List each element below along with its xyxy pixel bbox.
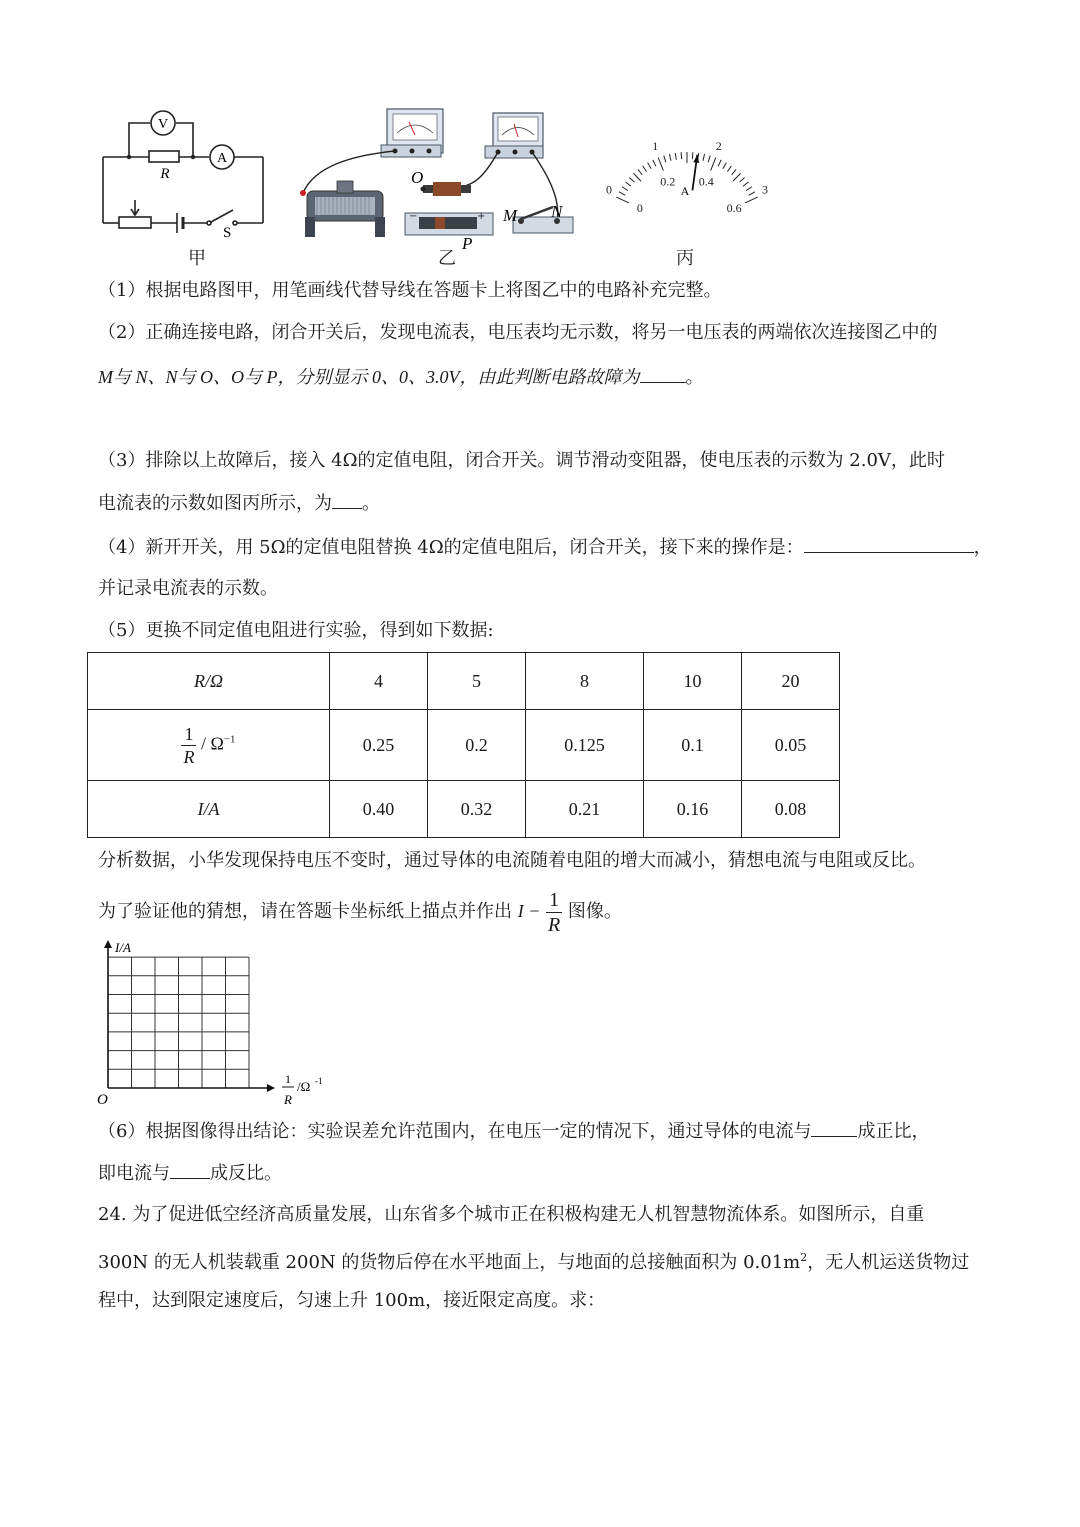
figure-yi-caption: 乙 bbox=[438, 248, 456, 269]
table-cell: 20 bbox=[742, 653, 840, 710]
answer-blank-operation[interactable] bbox=[804, 536, 974, 553]
table-cell: 4 bbox=[330, 653, 428, 710]
table-row-current bbox=[88, 781, 840, 838]
answer-blank-inverse[interactable] bbox=[170, 1162, 210, 1179]
data-table bbox=[87, 652, 840, 838]
point-m-label: M bbox=[503, 206, 518, 225]
table-header-i: I/A bbox=[88, 781, 330, 838]
dial-top-1: 1 bbox=[652, 139, 659, 154]
formula-i: I − bbox=[517, 901, 541, 921]
dial-top-0: 0 bbox=[606, 182, 613, 197]
dial-tick bbox=[643, 166, 647, 172]
y-axis-arrow bbox=[104, 940, 112, 948]
dial-top-2: 2 bbox=[715, 139, 722, 154]
table-cell: 0.2 bbox=[428, 710, 526, 781]
question-2-line-2: M与 N、N与 O、O与 P，分别显示 0、0、3.0V，由此判断电路故障为 。 bbox=[98, 367, 704, 388]
dial-tick bbox=[622, 187, 628, 191]
dial-tick bbox=[664, 156, 666, 163]
dial-tick bbox=[749, 192, 755, 195]
dial-bottom-1: 0.2 bbox=[660, 174, 676, 189]
dial-tick bbox=[629, 177, 634, 182]
question-24-line-3: 程中，达到限定速度后，匀速上升 100m，接近限定高度。求： bbox=[98, 1290, 606, 1311]
dial-tick bbox=[675, 153, 676, 160]
question-1: （1）根据电路图甲，用笔画线代替导线在答题卡上将图乙中的电路补充完整。 bbox=[98, 280, 722, 301]
table-header-r: R/Ω bbox=[88, 653, 330, 710]
dial-tick bbox=[711, 158, 716, 171]
dial-tick bbox=[626, 182, 632, 186]
dial-tick bbox=[669, 154, 671, 161]
question-6-line-2: 即电流与 成反比。 bbox=[98, 1163, 282, 1184]
table-cell: 0.16 bbox=[644, 781, 742, 838]
switch-label: S bbox=[223, 225, 232, 240]
dial-tick bbox=[727, 166, 731, 172]
table-cell: 8 bbox=[526, 653, 644, 710]
table-cell: 0.40 bbox=[330, 781, 428, 838]
x-axis-label-unit: /Ω bbox=[297, 1079, 311, 1094]
figure-jia-caption: 甲 bbox=[188, 248, 206, 269]
table-cell: 0.21 bbox=[526, 781, 644, 838]
question-3-line-2: 电流表的示数如图丙所示，为 。 bbox=[98, 493, 380, 514]
dial-tick bbox=[616, 197, 629, 203]
table-header-inverse-r: $\frac{1}{R}$ / $\Omega^{-1}$ bbox=[88, 710, 330, 781]
dial-tick bbox=[658, 158, 663, 171]
question-5: （5）更换不同定值电阻进行实验，得到如下数据: bbox=[98, 620, 494, 641]
point-p-label: P bbox=[462, 234, 473, 250]
dial-tick bbox=[708, 156, 710, 163]
dial-bottom-0: 0 bbox=[636, 201, 643, 216]
voltmeter-symbol: V bbox=[157, 117, 169, 132]
answer-blank-current[interactable] bbox=[332, 492, 362, 509]
point-o-label: O bbox=[411, 168, 424, 187]
table-cell: 10 bbox=[644, 653, 742, 710]
answer-blank-fault[interactable] bbox=[640, 366, 686, 383]
analysis-line-2: 为了验证他的猜想，请在答题卡坐标纸上描点并作出 I − $\frac{1}{R}$ 图像。 bbox=[98, 888, 622, 936]
question-3-line-1: （3）排除以上故障后，接入 4Ω的定值电阻，闭合开关。调节滑动变阻器，使电压表的示数为 2.0V，此时 bbox=[98, 450, 945, 471]
dial-tick bbox=[746, 187, 752, 191]
dial-tick bbox=[692, 152, 693, 159]
y-axis-label: I/A bbox=[115, 940, 131, 955]
dial-tick bbox=[718, 160, 721, 166]
battery bbox=[405, 211, 493, 235]
figure-bing-caption: 丙 bbox=[676, 248, 694, 269]
dial-tick bbox=[648, 163, 652, 169]
dial-tick bbox=[653, 160, 656, 166]
table-cell: 0.32 bbox=[428, 781, 526, 838]
question-6-line-1: （6）根据图像得出结论：实验误差允许范围内，在电压一定的情况下，通过导体的电流与 成正比， bbox=[98, 1121, 930, 1142]
fixed-resistor bbox=[421, 182, 472, 196]
knife-switch bbox=[513, 207, 573, 233]
question-4-line-2: 并记录电流表的示数。 bbox=[98, 578, 278, 599]
x-axis-label-exp: -1 bbox=[315, 1076, 323, 1086]
x-axis-label-num: 1 bbox=[285, 1072, 291, 1086]
point-n-label: N bbox=[551, 202, 563, 221]
x-axis-label-den: R bbox=[284, 1092, 292, 1107]
resistor-label: R bbox=[160, 166, 170, 182]
analysis-line-1: 分析数据，小华发现保持电压不变时，通过导体的电流随着电阻的增大而减小，猜想电流与电阻或反比。 bbox=[98, 850, 926, 871]
voltmeter-box bbox=[381, 109, 443, 157]
circuit-diagram-jia bbox=[95, 105, 275, 240]
x-axis-arrow bbox=[267, 1084, 275, 1092]
dial-tick bbox=[703, 154, 705, 161]
table-cell: 0.05 bbox=[742, 710, 840, 781]
table-row-resistance bbox=[88, 653, 840, 710]
ammeter-dial-bing bbox=[595, 120, 780, 220]
question-2-text: M与 N、N与 O、O与 P，分别显示 0、0、3.0V，由此判断电路故障为 bbox=[98, 367, 640, 387]
dial-tick bbox=[723, 163, 727, 169]
question-24-line-1: 24. 为了促进低空经济高质量发展，山东省多个城市正在积极构建无人机智慧物流体系。如图所示，自重 bbox=[98, 1204, 925, 1225]
rheostat bbox=[300, 181, 385, 237]
dial-tick bbox=[638, 169, 642, 174]
question-2-line-1: （2）正确连接电路，闭合开关后，发现电流表，电压表均无示数，将另一电压表的两端依次连接图乙中的 bbox=[98, 322, 938, 343]
dial-bottom-3: 0.6 bbox=[726, 201, 742, 216]
origin-label: O bbox=[97, 1092, 108, 1108]
answer-graph-grid[interactable] bbox=[95, 938, 335, 1108]
dial-unit: A bbox=[680, 184, 690, 198]
ammeter-symbol: A bbox=[216, 151, 228, 166]
ammeter-box bbox=[485, 113, 543, 158]
question-4-line-1: （4）新开开关，用 5Ω的定值电阻替换 4Ω的定值电阻后，闭合开关，接下来的操作是： ， bbox=[98, 537, 992, 558]
dial-tick bbox=[681, 152, 682, 159]
apparatus-drawing-yi bbox=[295, 105, 585, 250]
answer-blank-proportional[interactable] bbox=[811, 1120, 857, 1137]
svg-text:+: + bbox=[477, 211, 486, 222]
svg-text:−: − bbox=[409, 211, 418, 222]
table-cell: 0.125 bbox=[526, 710, 644, 781]
dial-tick bbox=[633, 173, 641, 181]
dial-top-3: 3 bbox=[761, 182, 768, 197]
table-row-inverse-r bbox=[88, 710, 840, 781]
dial-tick bbox=[743, 182, 749, 186]
dial-tick bbox=[739, 177, 744, 182]
table-cell: 0.08 bbox=[742, 781, 840, 838]
table-cell: 5 bbox=[428, 653, 526, 710]
dial-tick bbox=[732, 169, 736, 174]
dial-tick bbox=[733, 173, 741, 181]
dial-tick bbox=[619, 192, 625, 195]
table-cell: 0.1 bbox=[644, 710, 742, 781]
dial-bottom-2: 0.4 bbox=[698, 174, 714, 189]
question-24-line-2: 300N 的无人机装载重 200N 的货物后停在水平地面上，与地面的总接触面积为 $0.01m^2$，无人机运送货物过 bbox=[98, 1251, 970, 1273]
table-cell: 0.25 bbox=[330, 710, 428, 781]
dial-tick bbox=[745, 197, 758, 203]
